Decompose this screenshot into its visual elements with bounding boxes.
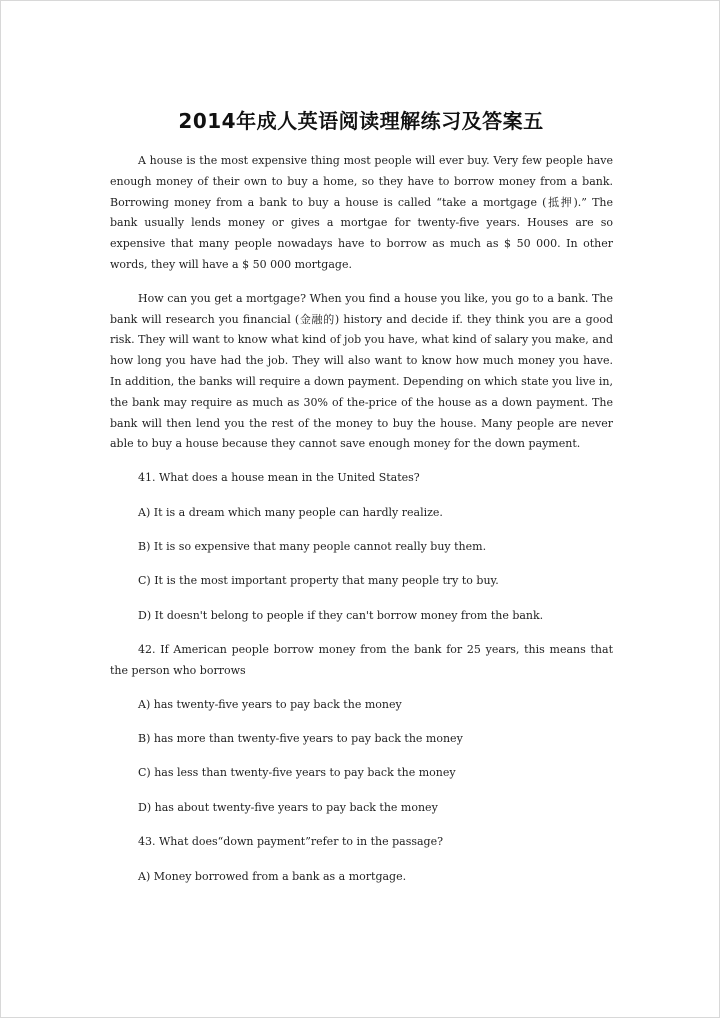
passage-paragraph-1: A house is the most expensive thing most people will ever buy. Very few people have enough money of their own to buy a home, so they have to borrow money from a bank. Borrowing money from a bank to buy a house is called “take a mortgage (抵押).” The bank usually lends money or gives a mortgae for twenty-five years. Houses are so expensive that many people nowadays have to borrow as much as $ 50 000. In other words, they will have a $ 50 000 mortgage. (110, 154, 613, 271)
question-43-stem: 43. What does“down payment”refer to in the passage? (138, 835, 443, 849)
question-42-option-c: C) has less than twenty-five years to pay back the money (138, 766, 456, 780)
question-42-option-b: B) has more than twenty-five years to pay back the money (138, 732, 463, 746)
question-41-option-d: D) It doesn't belong to people if they can't borrow money from the bank. (138, 608, 544, 622)
question-41-option-c: C) It is the most important property that many people try to buy. (138, 574, 499, 588)
question-41-stem: 41. What does a house mean in the United States? (138, 471, 420, 485)
question-42-option-d: D) has about twenty-five years to pay back the money (138, 800, 438, 814)
question-42-stem: 42. If American people borrow money from the bank for 25 years, this means that the person who borrows (110, 643, 613, 677)
question-41-option-b: B) It is so expensive that many people cannot really buy them. (138, 539, 487, 553)
question-43-option-a: A) Money borrowed from a bank as a mortgage. (138, 869, 407, 883)
question-42-option-a: A) has twenty-five years to pay back the money (138, 697, 402, 711)
document-body (110, 151, 613, 901)
question-41-option-a: A) It is a dream which many people can hardly realize. (138, 505, 443, 519)
page-title: 2014年成人英语阅读理解练习及答案五 (178, 109, 544, 133)
passage-paragraph-2: How can you get a mortgage? When you find a house you like, you go to a bank. The bank will research you financial (金融的) history and decide if. they think you are a good risk. They will want to know what kind of job you have, what kind of salary you make, and how long you have had the job. They will also want to know how much money you have. In addition, the banks will require a down payment. Depending on which state you live in, the bank may require as much as 30% of the-price of the house as a down payment. The bank will then lend you the rest of the money to buy the house. Many people are never able to buy a house because they cannot save enough money for the down payment. (110, 291, 613, 451)
